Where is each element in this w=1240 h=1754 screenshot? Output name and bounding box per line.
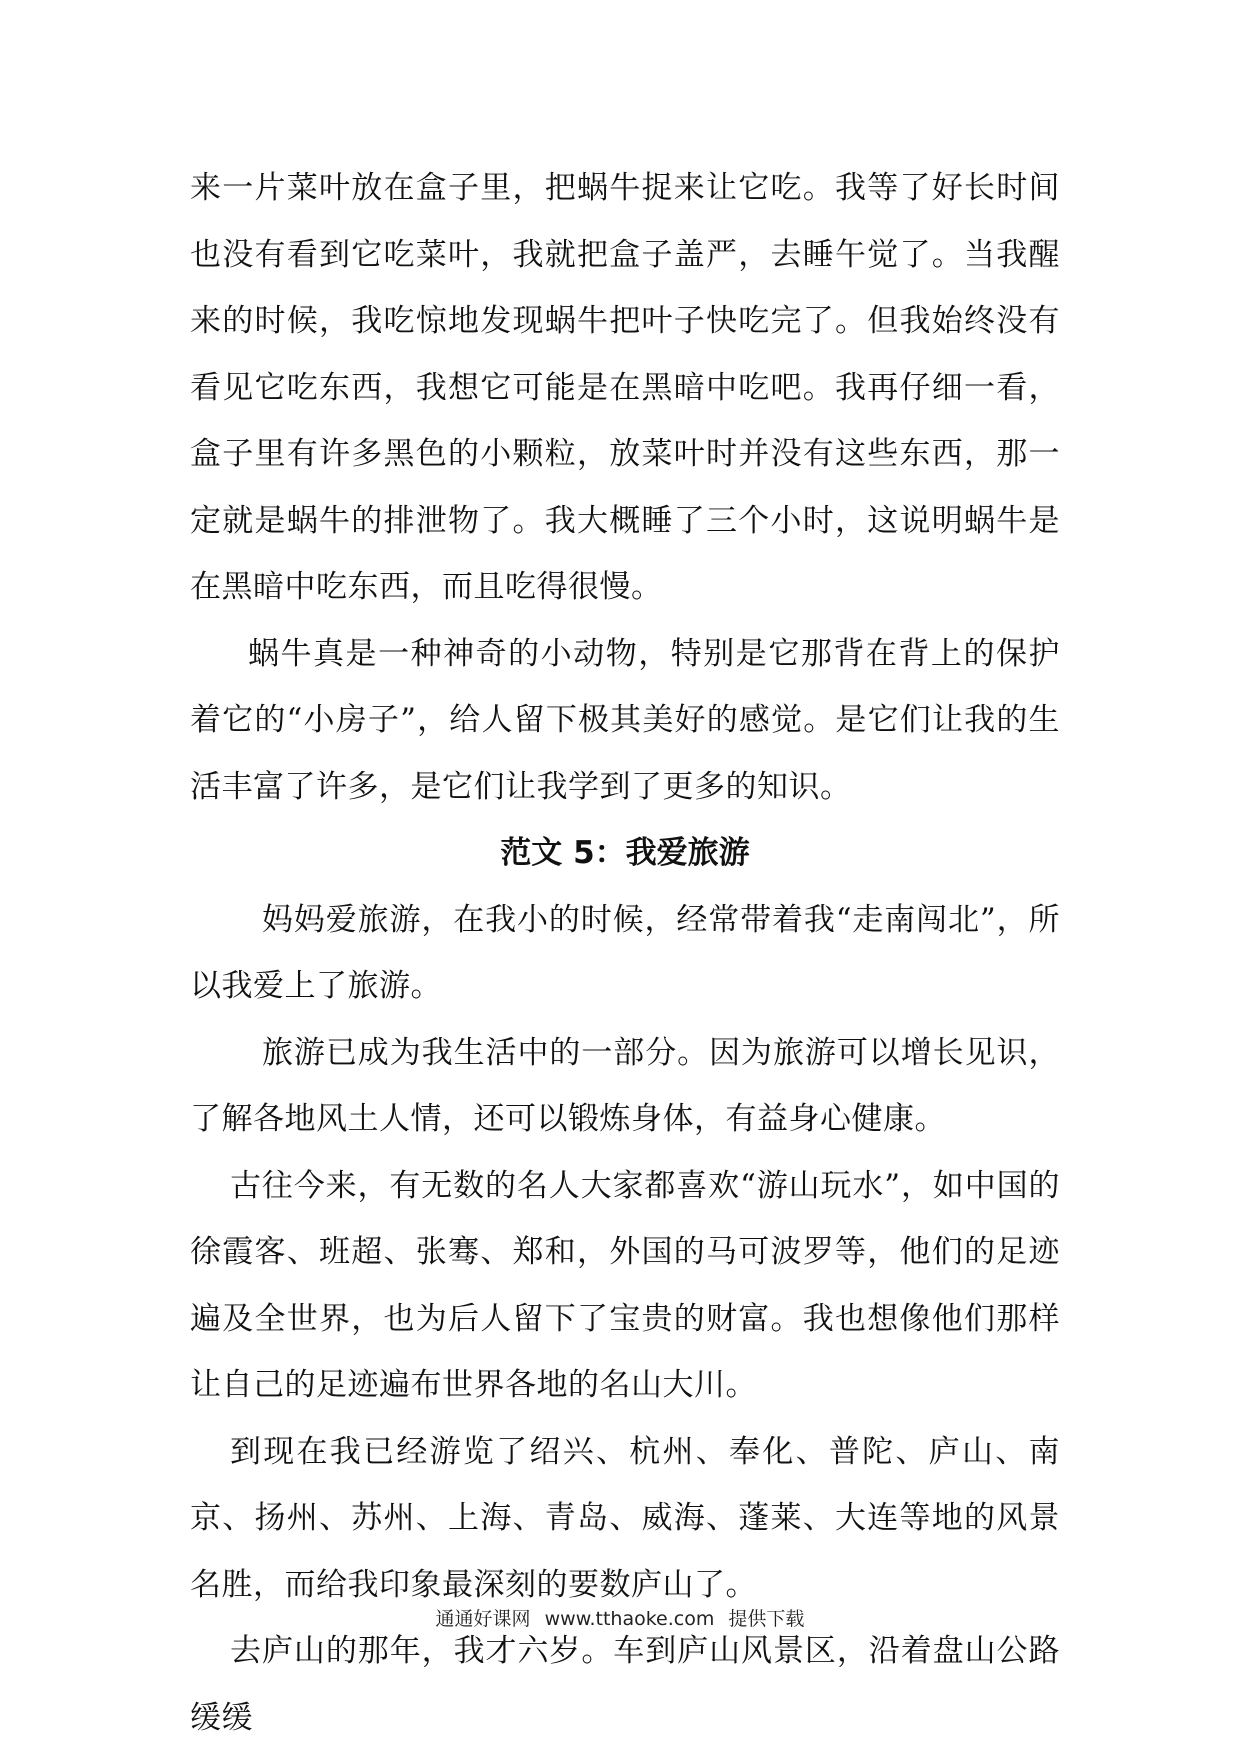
page-content — [190, 155, 1060, 1751]
paragraph-travel-intro: 妈妈爱旅游，在我小的时候，经常带着我“走南闯北”，所以我爱上了旅游。 — [190, 901, 1060, 1004]
paragraph-snail-conclusion: 蜗牛真是一种神奇的小动物，特别是它那背在背上的保护着它的“小房子”，给人留下极其美好的感觉。是它们让我的生活丰富了许多，是它们让我学到了更多的知识。 — [190, 635, 1060, 805]
paragraph-travel-benefits: 旅游已成为我生活中的一部分。因为旅游可以增长见识，了解各地风土人情，还可以锻炼身体，有益身心健康。 — [190, 1034, 1060, 1137]
footer-action: 提供下载 — [728, 1608, 805, 1630]
paragraph-travel-places: 到现在我已经游览了绍兴、杭州、奉化、普陀、庐山、南京、扬州、苏州、上海、青岛、威海、蓬莱、大连等地的风景名胜，而给我印象最深刻的要数庐山了。 — [190, 1433, 1060, 1603]
paragraph-travel-lushan: 去庐山的那年，我才六岁。车到庐山风景区，沿着盘山公路缓缓 — [190, 1633, 1060, 1736]
page-footer — [0, 1604, 1240, 1631]
paragraph-travel-famous: 古往今来，有无数的名人大家都喜欢“游山玩水”，如中国的徐霞客、班超、张骞、郑和，外国的马可波罗等，他们的足迹遍及全世界，也为后人留下了宝贵的财富。我也想像他们那样让自己的足迹遍布世界各地的名山大川。 — [190, 1167, 1060, 1403]
footer-url: www.tthaoke.com — [544, 1608, 715, 1630]
paragraph-snail-observation: 来一片菜叶放在盒子里，把蜗牛捉来让它吃。我等了好长时间也没有看到它吃菜叶，我就把盒子盖严，去睡午觉了。当我醒来的时候，我吃惊地发现蜗牛把叶子快吃完了。但我始终没有看见它吃东西，我想它可能是在黑暗中吃吧。我再仔细一看，盒子里有许多黑色的小颗粒，放菜叶时并没有这些东西，那一定就是蜗牛的排泄物了。我大概睡了三个小时，这说明蜗牛是在黑暗中吃东西，而且吃得很慢。 — [190, 170, 1060, 605]
footer-site-name: 通通好课网 — [435, 1608, 531, 1630]
section-title: 范文 5：我爱旅游 — [500, 835, 750, 871]
